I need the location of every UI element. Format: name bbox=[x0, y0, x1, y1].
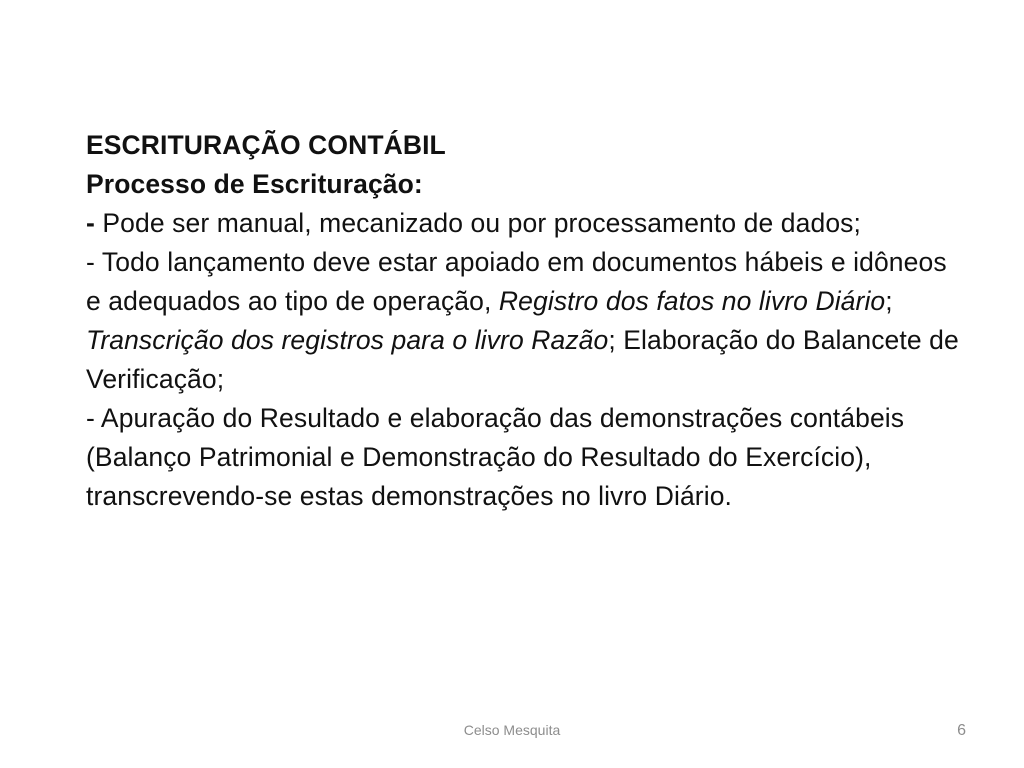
paragraph-2-italic-a: Registro dos fatos no livro Diário bbox=[498, 286, 886, 316]
paragraph-2-text-b: ; Elaboração do Balancete de Verificação; bbox=[86, 325, 959, 394]
footer-page-number: 6 bbox=[957, 722, 966, 739]
paragraph-2 bbox=[86, 243, 966, 399]
paragraph-2-text-a: - Todo lançamento deve estar apoiado em documentos hábeis e idôneos e adequados ao tipo de operação, bbox=[86, 247, 947, 316]
footer-author: Celso Mesquita bbox=[463, 722, 561, 738]
slide-footer bbox=[0, 722, 1024, 746]
slide-body bbox=[86, 126, 966, 516]
paragraph-2-separator: ; bbox=[885, 286, 893, 316]
slide-title: ESCRITURAÇÃO CONTÁBIL bbox=[86, 130, 446, 160]
paragraph-2-italic-b: Transcrição dos registros para o livro Razão bbox=[86, 325, 609, 355]
paragraph-1 bbox=[86, 204, 966, 243]
paragraph-3: - Apuração do Resultado e elaboração das demonstrações contábeis (Balanço Patrimonial e Demonstração do Resultado do Exercício), transcrevendo-se estas demonstrações no livro Diário. bbox=[86, 403, 905, 511]
paragraph-1-dash: - bbox=[86, 208, 95, 238]
paragraph-1-text: Pode ser manual, mecanizado ou por processamento de dados; bbox=[94, 208, 861, 238]
slide-subtitle: Processo de Escrituração: bbox=[86, 169, 423, 199]
